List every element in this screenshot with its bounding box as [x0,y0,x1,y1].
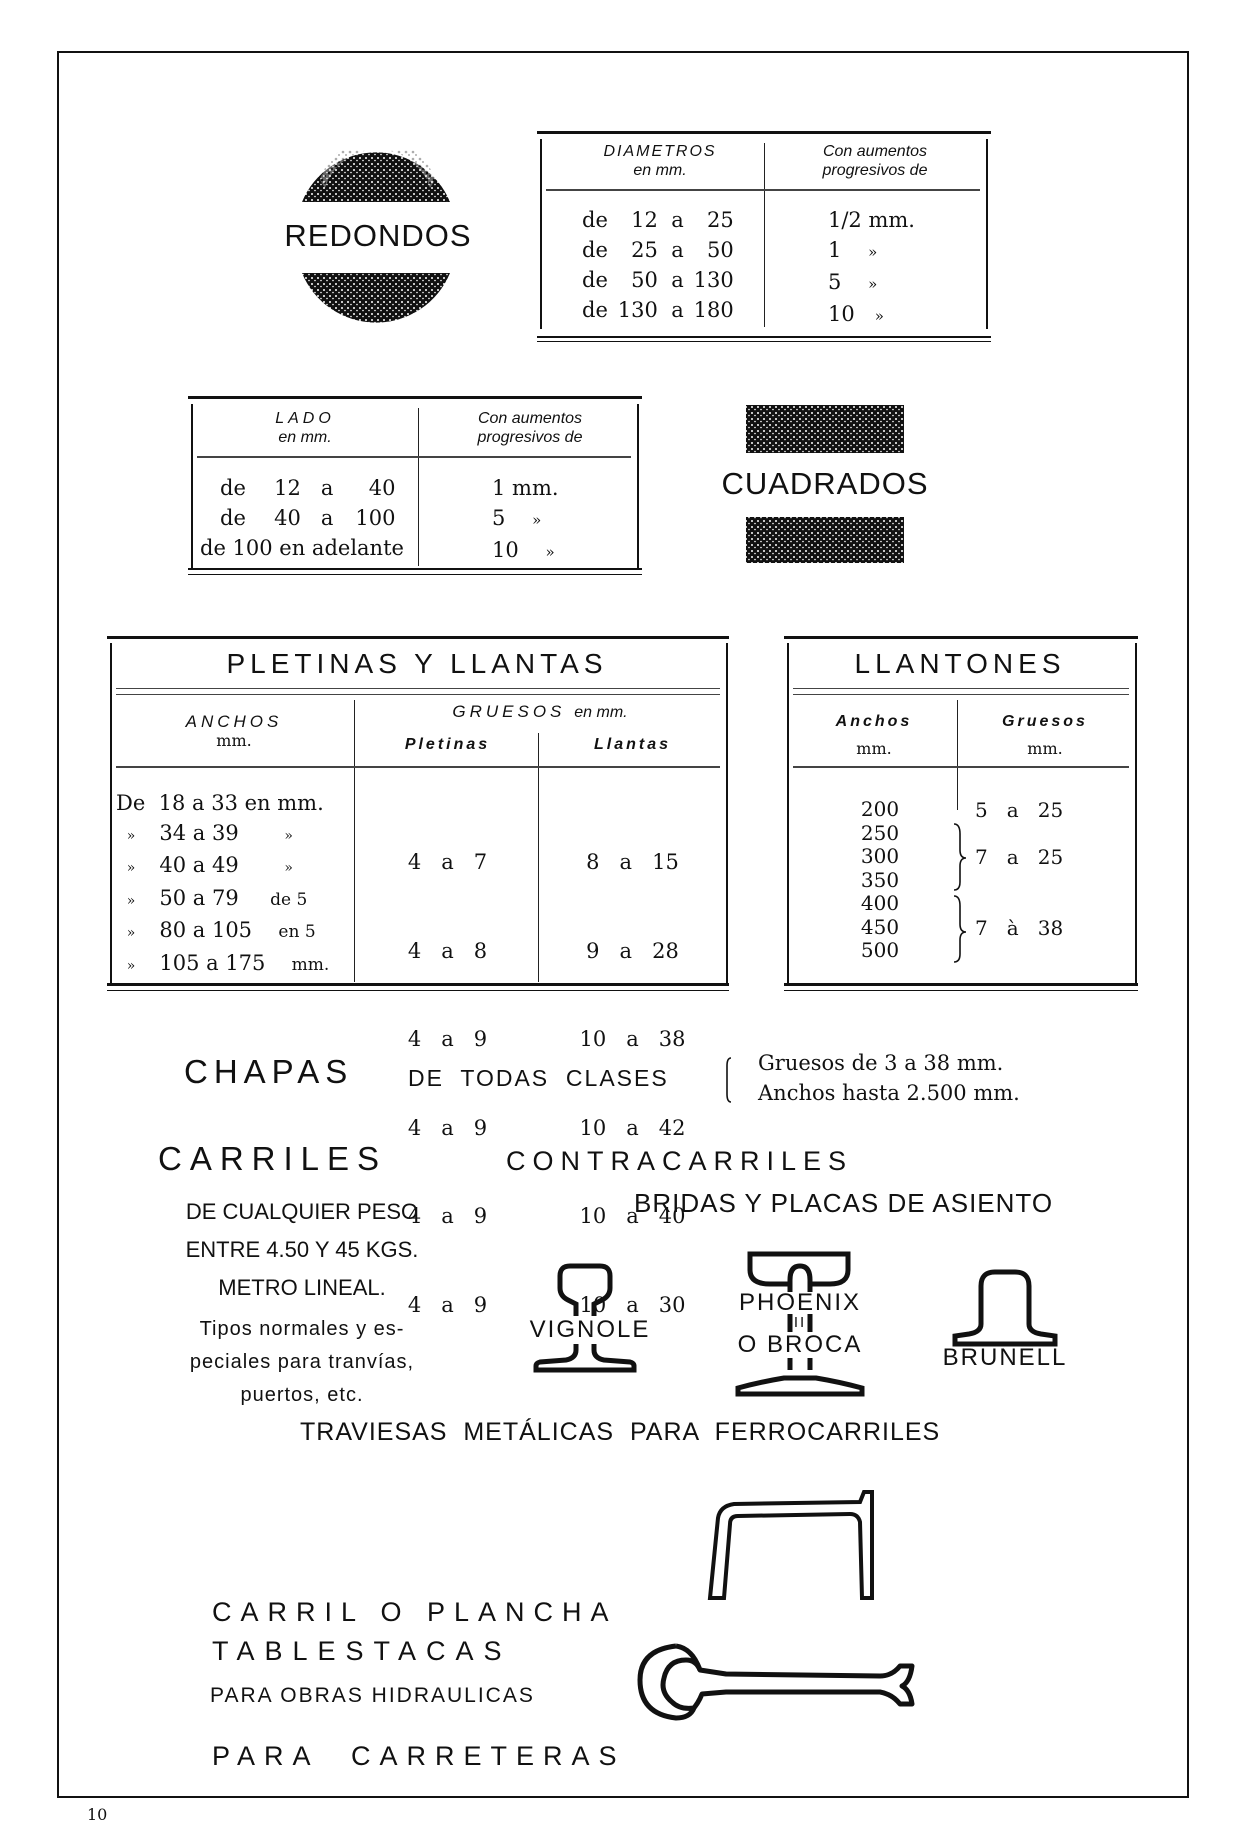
chapas-specs: Gruesos de 3 a 38 mm. Anchos hasta 2.500 mm. [758,1051,1020,1105]
table-row: de 25 a 50 [582,238,734,262]
llantones-anchos-col: 200 250 300 350 400 450 500 [860,797,900,962]
llantones-header-gruesos: Gruesos mm. [1002,713,1088,758]
table-row: » 50 a 79 de 5 [126,885,308,910]
pletinas-header-pletinas: Pletinas [404,736,491,753]
cuadrados-increments: 1 mm. 5 » 10 » [492,476,559,562]
pletinas-title: PLETINAS Y LLANTAS [226,648,608,679]
llantones-title: LLANTONES [854,648,1066,679]
pletinas-header-gruesos: GRUESOS en mm. [452,702,628,721]
redondos-increments: 1/2 mm. 1 » 5 » 10 » [828,208,915,326]
cuadrados-header-lado: LADO en mm. [275,410,335,446]
contracarriles-subtitle: BRIDAS Y PLACAS DE ASIENTO [634,1188,1054,1218]
chapas-subtitle: DE TODAS CLASES [408,1065,669,1091]
table-row: De 18 a 33 en mm. [116,791,324,815]
table-row: » 40 a 49 » [126,853,293,877]
pletinas-anchos-col [116,789,355,981]
carriles-title: CARRILES [158,1140,388,1177]
carril-plancha-text: CARRIL O PLANCHA PARA CARRETERAS [212,1597,626,1771]
pletinas-col: 4 a 7 4 a 8 4 a 9 4 a 9 4 a 9 4 a 9 [407,850,488,1317]
traviesas-line: TRAVIESAS METÁLICAS PARA FERROCARRILES [300,1418,941,1446]
page-number: 10 [87,1805,108,1824]
carriles-note: Tipos normales y es- peciales para tranvías, puertos, etc. [189,1318,415,1406]
table-row: de 12 a 25 [582,208,734,232]
vignole-label: VIGNOLE [510,1316,670,1344]
carriles-description: DE CUALQUIER PESO ENTRE 4.50 Y 45 KGS. METRO LINEAL. [185,1199,419,1300]
sheet-pile-icon [630,1630,920,1730]
table-row: de 12 a 40 [220,476,396,500]
brunell-rail-icon [945,1268,1065,1348]
cuadrados-label: CUADRADOS [721,466,929,501]
llantones-gruesos-col: 5 a 25 7 a 25 7 à 38 [975,798,1064,940]
table-row: de 40 a 100 [220,506,396,530]
redondos-top-rule [537,131,991,134]
road-rail-icon [700,1488,890,1606]
tablestacas-title: TABLESTACAS [212,1636,512,1666]
table-row: de 100 en adelante [200,536,404,560]
redondos-label: REDONDOS [284,218,472,253]
redondos-header-aumentos: Con aumentos progresivos de [822,143,928,179]
contracarriles-title: CONTRACARRILES [506,1146,854,1176]
table-row: de 50 a 130 [582,268,734,292]
phoenix-label: PHOENIX II O BROCA [700,1292,900,1358]
redondos-rows [582,205,734,325]
chapas-brace [723,1056,735,1104]
brunell-label: BRUNELL [942,1344,1068,1371]
llantones-braces [950,820,970,965]
pletinas-header-anchos: ANCHOS mm. [185,712,283,750]
tablestacas-subtitle: PARA OBRAS HIDRAULICAS [210,1684,535,1707]
redondos-header-diametros: DIAMETROS en mm. [603,143,717,179]
cuadrados-rows [200,473,404,563]
table-row: » 105 a 175 mm. [126,950,330,975]
table-row: » 80 a 105 en 5 [126,918,316,942]
table-row: de 130 a 180 [582,298,734,322]
cuadrados-header-aumentos: Con aumentos progresivos de [477,410,583,446]
llantones-header-anchos: Anchos mm. [835,713,913,758]
table-row: » 34 a 39 » [126,820,293,845]
pletinas-header-llantas: Llantas [593,736,671,753]
llantas-col: 8 a 15 9 a 28 10 a 38 10 a 42 10 a 40 10 a 30 [579,850,686,1317]
chapas-title: CHAPAS [184,1053,354,1090]
